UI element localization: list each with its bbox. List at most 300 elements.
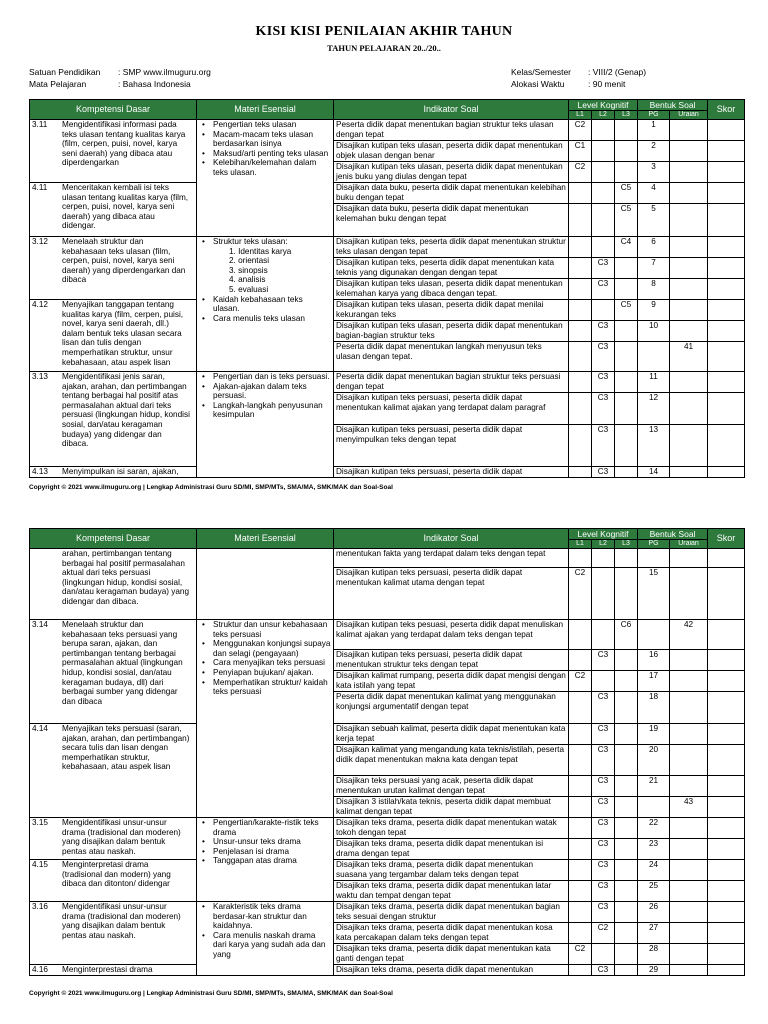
indikator-cell: Peserta didik dapat menentukan langkah menyusun teks ulasan dengan tepat.	[334, 342, 569, 372]
skor-cell	[708, 141, 745, 162]
pg-number-cell: 12	[638, 393, 670, 425]
skor-cell	[708, 818, 745, 839]
materi-item: • Penyiapan bujukan/ ajakan.	[213, 668, 331, 678]
materi-cell	[197, 818, 334, 902]
uraian-number-cell	[670, 839, 708, 860]
materi-item: • Cara menyajikan teks persuasi	[213, 658, 331, 668]
uraian-number-cell	[670, 692, 708, 724]
uraian-number-cell	[670, 237, 708, 258]
level-l2-cell: C3	[592, 839, 615, 860]
level-l1-cell	[569, 549, 592, 568]
skor-cell	[708, 393, 745, 425]
kd-number: 3.14	[32, 620, 48, 629]
level-l2-cell	[592, 568, 615, 620]
kd-number: 4.14	[32, 724, 48, 733]
materi-item: • Memperhatikan struktur/ kaidah teks persuasi	[213, 678, 331, 697]
kd-text: Menyajikan tanggapan tentang kualitas karya (film, cerpen, puisi, novel, karya seni daerah, dll.) dalam bentuk teks ulasan secara lisan dan tulis dengan memperhatikan struktur, unsur kebahasaan, atau aspek lisan	[62, 300, 184, 367]
level-l2-cell: C3	[592, 650, 615, 671]
level-l1-cell	[569, 965, 592, 976]
header-indikator-soal: Indikator Soal	[334, 529, 569, 549]
skor-cell	[708, 568, 745, 620]
level-l3-cell	[615, 279, 638, 300]
pg-number-cell: 6	[638, 237, 670, 258]
materi-subitem: 5. evaluasi	[229, 284, 269, 294]
level-l1-cell	[569, 860, 592, 881]
kd-cell	[30, 902, 197, 965]
level-l1-cell	[569, 393, 592, 425]
kelas-value: : VIII/2 (Genap)	[588, 67, 647, 77]
header-pg: PG	[638, 111, 670, 120]
kd-cell	[30, 372, 197, 467]
uraian-number-cell	[670, 724, 708, 745]
level-l2-cell: C3	[592, 467, 615, 478]
kd-number: 3.15	[32, 818, 48, 827]
materi-item: • Langkah-langkah penyusunan kesimpulan	[213, 401, 331, 420]
level-l1-cell	[569, 258, 592, 279]
pg-number-cell: 28	[638, 944, 670, 965]
indikator-cell: Disajikan 3 istilah/kata teknis, peserta didik dapat membuat kalimat dengan tepat	[334, 797, 569, 818]
indikator-cell: Peserta didik dapat menentukan bagian struktur teks persuasi dengan tepat	[334, 372, 569, 393]
level-l2-cell: C3	[592, 258, 615, 279]
materi-subitem: 3. sinopsis	[229, 265, 268, 275]
level-l3-cell	[615, 141, 638, 162]
copyright-footer: Copyright © 2021 www.ilmuguru.org | Lengkap Administrasi Guru SD/MI, SMP/MTs, SMA/MA, SMK/MAK dan Soal-Soal	[29, 990, 393, 997]
level-l1-cell: C1	[569, 141, 592, 162]
header-skor: Skor	[708, 100, 745, 120]
indikator-cell: Disajikan kutipan teks persuasi, peserta didik dapat	[334, 467, 569, 478]
level-l2-cell: C3	[592, 321, 615, 342]
header-l2: L2	[592, 111, 615, 120]
document-title: KISI KISI PENILAIAN AKHIR TAHUN	[255, 24, 513, 39]
indikator-cell: Disajikan kutipan teks persuasi, peserta didik dapat menyimpulkan teks dengan tepat	[334, 425, 569, 467]
skor-cell	[708, 204, 745, 237]
indikator-cell: Disajikan kutipan teks ulasan, peserta didik dapat menentukan bagian-bagian struktur teks	[334, 321, 569, 342]
kd-text: Menceritakan kembali isi teks ulasan tentang kualitas karya (film, cerpen, puisi, novel, karya seni daerah) yang dibaca atau didengar.	[62, 183, 189, 231]
level-l1-cell	[569, 620, 592, 650]
uraian-number-cell	[670, 902, 708, 923]
level-l3-cell	[615, 671, 638, 692]
uraian-number-cell	[670, 279, 708, 300]
materi-item: • Struktur teks ulasan:	[213, 237, 331, 247]
header-materi-esensial: Materi Esensial	[197, 100, 334, 120]
kd-number: 4.12	[32, 300, 48, 309]
uraian-number-cell	[670, 549, 708, 568]
level-l1-cell	[569, 839, 592, 860]
materi-item: • Menggunakan konjungsi supaya dan selagi (pengayaan)	[213, 639, 331, 658]
level-l3-cell	[615, 776, 638, 797]
materi-subitem: 4. analisis	[229, 275, 266, 285]
uraian-number-cell	[670, 204, 708, 237]
level-l3-cell	[615, 342, 638, 372]
level-l2-cell	[592, 944, 615, 965]
level-l2-cell	[592, 549, 615, 568]
level-l3-cell	[615, 923, 638, 944]
kd-number: 3.13	[32, 372, 48, 381]
level-l1-cell	[569, 724, 592, 745]
pg-number-cell: 26	[638, 902, 670, 923]
skor-cell	[708, 650, 745, 671]
indikator-cell: Disajikan teks drama, peserta didik dapat menentukan kosa kata percakapan dalam teks dengan tepat	[334, 923, 569, 944]
pg-number-cell	[638, 342, 670, 372]
level-l1-cell	[569, 237, 592, 258]
kd-text: Mengidentifikasi unsur-unsur drama (tradisional dan moderen) yang disajikan dalam bentuk pentas atau naskah.	[62, 818, 181, 856]
level-l1-cell	[569, 372, 592, 393]
pg-number-cell: 24	[638, 860, 670, 881]
level-l3-cell	[615, 650, 638, 671]
pg-number-cell	[638, 549, 670, 568]
indikator-cell: Disajikan kutipan teks ulasan, peserta didik dapat menilai kekurangan teks	[334, 300, 569, 321]
skor-cell	[708, 881, 745, 902]
level-l1-cell	[569, 183, 592, 204]
materi-cell	[197, 237, 334, 372]
level-l2-cell: C3	[592, 342, 615, 372]
uraian-number-cell	[670, 776, 708, 797]
level-l3-cell: C5	[615, 183, 638, 204]
materi-cell	[197, 902, 334, 976]
level-l3-cell: C4	[615, 237, 638, 258]
level-l3-cell: C5	[615, 300, 638, 321]
level-l1-cell	[569, 300, 592, 321]
skor-cell	[708, 776, 745, 797]
pg-number-cell: 11	[638, 372, 670, 393]
kd-number: 4.13	[32, 467, 48, 476]
kd-cell	[30, 300, 197, 372]
satuan-label: Satuan Pendidikan	[29, 67, 101, 77]
level-l3-cell	[615, 568, 638, 620]
kd-number: 3.16	[32, 902, 48, 911]
level-l1-cell: C2	[569, 120, 592, 141]
uraian-number-cell	[670, 818, 708, 839]
header-l3: L3	[615, 111, 638, 120]
header-kompetensi-dasar: Kompetensi Dasar	[30, 529, 197, 549]
level-l2-cell: C3	[592, 724, 615, 745]
uraian-number-cell	[670, 321, 708, 342]
indikator-cell: Disajikan data buku, peserta didik dapat menentukan kelebihan buku dengan tepat	[334, 183, 569, 204]
header-l1: L1	[569, 111, 592, 120]
level-l1-cell	[569, 902, 592, 923]
level-l2-cell: C3	[592, 818, 615, 839]
skor-cell	[708, 692, 745, 724]
kd-text: Menyimpulkan isi saran, ajakan,	[62, 467, 179, 476]
level-l2-cell: C3	[592, 372, 615, 393]
materi-cell	[197, 549, 334, 620]
uraian-number-cell	[670, 372, 708, 393]
pg-number-cell: 5	[638, 204, 670, 237]
header-uraian: Uraian	[670, 540, 708, 549]
level-l2-cell: C3	[592, 902, 615, 923]
level-l1-cell	[569, 797, 592, 818]
level-l3-cell	[615, 745, 638, 776]
header-bentuk-soal: Bentuk Soal	[638, 100, 708, 111]
uraian-number-cell	[670, 745, 708, 776]
materi-item: • Maksud/arti penting teks ulasan	[213, 149, 331, 159]
waktu-value: : 90 menit	[588, 79, 626, 89]
kd-number: 4.15	[32, 860, 48, 869]
uraian-number-cell	[670, 393, 708, 425]
pg-number-cell: 15	[638, 568, 670, 620]
materi-item: • Struktur dan unsur kebahasaan teks persuasi	[213, 620, 331, 639]
header-indikator-soal: Indikator Soal	[334, 100, 569, 120]
uraian-number-cell	[670, 183, 708, 204]
kd-text: Mengidentifikasi unsur-unsur drama (tradisional dan moderen) yang disajikan dalam bentuk pentas atau naskah.	[62, 902, 181, 940]
kisi-table-page-1	[29, 99, 745, 478]
kisi-table-page-2	[29, 528, 745, 976]
level-l2-cell	[592, 204, 615, 237]
level-l3-cell	[615, 120, 638, 141]
kd-text: arahan, pertimbangan tentang berbagai hal positif permasalahan aktual dari teks persuasi (lingkungan hidup, kondisi sosial, dan/atau keragaman budaya) yang didengar dan dibaca.	[62, 549, 189, 606]
kd-text: Menginterpretasi drama (tradisional dan modern) yang dibaca dan ditonton/ didengar	[62, 860, 171, 889]
materi-item: • Pengertian dan is teks persuasi.	[213, 372, 331, 382]
kelas-label: Kelas/Semester	[511, 67, 571, 77]
skor-cell	[708, 162, 745, 183]
materi-item: • Pengertian/karakte-ristik teks drama	[213, 818, 331, 837]
header-pg: PG	[638, 540, 670, 549]
level-l2-cell: C3	[592, 860, 615, 881]
level-l2-cell: C3	[592, 393, 615, 425]
level-l1-cell	[569, 818, 592, 839]
uraian-number-cell	[670, 881, 708, 902]
uraian-number-cell	[670, 467, 708, 478]
level-l1-cell	[569, 881, 592, 902]
pg-number-cell: 25	[638, 881, 670, 902]
skor-cell	[708, 620, 745, 650]
level-l1-cell	[569, 204, 592, 237]
level-l1-cell	[569, 745, 592, 776]
pg-number-cell: 2	[638, 141, 670, 162]
pg-number-cell: 17	[638, 671, 670, 692]
level-l1-cell: C2	[569, 568, 592, 620]
document-subtitle: TAHUN PELAJARAN 20../20..	[327, 43, 441, 53]
indikator-cell: Disajikan kutipan teks ulasan, peserta didik dapat menentukan objek ulasan dengan benar	[334, 141, 569, 162]
level-l2-cell	[592, 671, 615, 692]
indikator-cell: Disajikan kutipan teks persuasi, peserta didik dapat menentukan struktur teks dengan tepat	[334, 650, 569, 671]
level-l3-cell	[615, 692, 638, 724]
indikator-cell: Disajikan kutipan teks persuasi, peserta didik dapat menentukan kalimat ajakan yang terdapat dalam paragraf	[334, 393, 569, 425]
indikator-cell: Disajikan kalimat rumpang, peserta didik dapat mengisi dengan kata istilah yang tepat	[334, 671, 569, 692]
level-l1-cell	[569, 776, 592, 797]
identity-left	[29, 66, 289, 92]
materi-item: • Cara menulis naskah drama dari karya yang sudah ada dan yang	[213, 931, 331, 960]
kd-cell	[30, 237, 197, 300]
skor-cell	[708, 839, 745, 860]
level-l2-cell	[592, 237, 615, 258]
pg-number-cell: 8	[638, 279, 670, 300]
level-l1-cell	[569, 342, 592, 372]
indikator-cell: Disajikan teks drama, peserta didik dapat menentukan kata ganti dengan tepat	[334, 944, 569, 965]
pg-number-cell: 20	[638, 745, 670, 776]
mapel-label: Mata Pelajaran	[29, 79, 87, 89]
indikator-cell: Peserta didik dapat menentukan bagian struktur teks ulasan dengan tepat	[334, 120, 569, 141]
materi-item: • Karakteristik teks drama berdasar-kan struktur dan kaidahnya.	[213, 902, 331, 931]
indikator-cell: Disajikan teks persuasi yang acak, peserta didik dapat menentukan urutan kalimat dengan tepat	[334, 776, 569, 797]
skor-cell	[708, 258, 745, 279]
skor-cell	[708, 372, 745, 393]
level-l1-cell	[569, 650, 592, 671]
header-skor: Skor	[708, 529, 745, 549]
level-l2-cell: C2	[592, 923, 615, 944]
level-l2-cell: C3	[592, 745, 615, 776]
skor-cell	[708, 279, 745, 300]
uraian-number-cell	[670, 671, 708, 692]
kd-cell	[30, 620, 197, 724]
skor-cell	[708, 860, 745, 881]
indikator-cell: Disajikan sebuah kalimat, peserta didik dapat menentukan kata kerja tepat	[334, 724, 569, 745]
level-l2-cell: C3	[592, 425, 615, 467]
level-l1-cell	[569, 279, 592, 300]
level-l3-cell	[615, 944, 638, 965]
pg-number-cell: 22	[638, 818, 670, 839]
kd-number: 4.16	[32, 965, 48, 974]
kd-number: 3.11	[32, 120, 48, 129]
level-l3-cell	[615, 797, 638, 818]
uraian-number-cell	[670, 944, 708, 965]
header-level-kognitif: Level Kognitif	[569, 100, 638, 111]
indikator-cell: Disajikan teks drama, peserta didik dapat menentukan suasana yang tergambar dalam teks dengan tepat	[334, 860, 569, 881]
uraian-number-cell	[670, 650, 708, 671]
kd-cell	[30, 183, 197, 237]
level-l2-cell: C3	[592, 692, 615, 724]
kd-cell	[30, 549, 197, 620]
level-l1-cell: C2	[569, 671, 592, 692]
pg-number-cell: 3	[638, 162, 670, 183]
indikator-cell: Disajikan kutipan teks ulasan, peserta didik dapat menentukan jenis buku yang diulas dengan tepat	[334, 162, 569, 183]
level-l1-cell	[569, 923, 592, 944]
level-l3-cell	[615, 393, 638, 425]
level-l3-cell	[615, 860, 638, 881]
pg-number-cell	[638, 797, 670, 818]
level-l2-cell: C3	[592, 797, 615, 818]
level-l1-cell	[569, 425, 592, 467]
indikator-cell: Disajikan kutipan teks, peserta didik dapat menentukan struktur teks ulasan dengan tepat	[334, 237, 569, 258]
level-l3-cell	[615, 902, 638, 923]
indikator-cell: Disajikan kutipan teks ulasan, peserta didik dapat menentukan kelemahan karya yang dibaca dengan tepat.	[334, 279, 569, 300]
uraian-number-cell	[670, 568, 708, 620]
uraian-number-cell	[670, 923, 708, 944]
indikator-cell: Disajikan kutipan teks persuasi, peserta didik dapat menentukan kalimat utama dengan tepat	[334, 568, 569, 620]
indikator-cell: menentukan fakta yang terdapat dalam teks dengan tepat	[334, 549, 569, 568]
pg-number-cell: 4	[638, 183, 670, 204]
skor-cell	[708, 183, 745, 204]
level-l3-cell	[615, 965, 638, 976]
uraian-number-cell	[670, 860, 708, 881]
materi-subitem: 1. Identitas karya	[229, 246, 292, 256]
uraian-number-cell	[670, 141, 708, 162]
skor-cell	[708, 425, 745, 467]
level-l2-cell: C3	[592, 776, 615, 797]
level-l2-cell: C3	[592, 279, 615, 300]
materi-item: • Unsur-unsur teks drama	[213, 837, 331, 847]
indikator-cell: Disajikan teks drama, peserta didik dapat menentukan isi drama dengan tepat	[334, 839, 569, 860]
uraian-number-cell	[670, 300, 708, 321]
level-l3-cell	[615, 724, 638, 745]
kd-cell	[30, 965, 197, 976]
skor-cell	[708, 300, 745, 321]
level-l3-cell	[615, 467, 638, 478]
indikator-cell: Disajikan data buku, peserta didik dapat menentukan kelemahan buku dengan tepat	[334, 204, 569, 237]
skor-cell	[708, 902, 745, 923]
level-l3-cell	[615, 818, 638, 839]
pg-number-cell: 19	[638, 724, 670, 745]
header-kompetensi-dasar: Kompetensi Dasar	[30, 100, 197, 120]
kd-cell	[30, 120, 197, 183]
level-l2-cell: C3	[592, 965, 615, 976]
pg-number-cell	[638, 620, 670, 650]
level-l2-cell	[592, 141, 615, 162]
indikator-cell: Peserta didik dapat menentukan kalimat yang menggunakan konjungsi argumentatif dengan tepat	[334, 692, 569, 724]
pg-number-cell: 29	[638, 965, 670, 976]
pg-number-cell: 10	[638, 321, 670, 342]
materi-item: • Macam-macam teks ulasan berdasarkan isinya	[213, 130, 331, 149]
pg-number-cell: 23	[638, 839, 670, 860]
uraian-number-cell	[670, 120, 708, 141]
indikator-cell: Disajikan teks drama, peserta didik dapat menentukan watak tokoh dengan tepat	[334, 818, 569, 839]
satuan-value: : SMP www.ilmuguru.org	[118, 67, 211, 77]
indikator-cell: Disajikan kutipan teks pesuasi, peserta didik dapat menuliskan kalimat ajakan yang terdapat dalam teks dengan tepat	[334, 620, 569, 650]
skor-cell	[708, 342, 745, 372]
header-l3: L3	[615, 540, 638, 549]
pg-number-cell: 18	[638, 692, 670, 724]
kd-text: Mengidentifikasi informasi pada teks ulasan tentang kualitas karya (film, cerpen, puisi, novel, karya seni daerah) yang dibaca atau diperdengarkan	[62, 120, 186, 168]
kd-text: Menginterprestasi drama	[62, 965, 153, 974]
materi-item: • Kelebihan/kelemahan dalam teks ulasan.	[213, 158, 331, 177]
header-l2: L2	[592, 540, 615, 549]
level-l1-cell	[569, 692, 592, 724]
level-l1-cell	[569, 321, 592, 342]
indikator-cell: Disajikan teks drama, peserta didik dapat menentukan bagian teks sesuai dengan struktur	[334, 902, 569, 923]
skor-cell	[708, 797, 745, 818]
kd-text: Menyajikan teks persuasi (saran, ajakan, arahan, dan pertimbangan) secara tulis dan lisan dengan memperhatikan struktur, kebahasaan, atau aspek lisan	[62, 724, 190, 772]
pg-number-cell: 7	[638, 258, 670, 279]
skor-cell	[708, 745, 745, 776]
skor-cell	[708, 724, 745, 745]
skor-cell	[708, 671, 745, 692]
level-l3-cell	[615, 372, 638, 393]
materi-cell	[197, 372, 334, 478]
level-l2-cell	[592, 183, 615, 204]
kd-number: 3.12	[32, 237, 48, 246]
mapel-value: : Bahasa Indonesia	[118, 79, 191, 89]
indikator-cell: Disajikan kalimat yang mengandung kata teknis/istilah, peserta didik dapat menentukan makna kata dengan tepat	[334, 745, 569, 776]
level-l3-cell: C5	[615, 204, 638, 237]
level-l2-cell	[592, 300, 615, 321]
indikator-cell: Disajikan teks drama, peserta didik dapat menentukan latar waktu dan tempat dengan tepat	[334, 881, 569, 902]
pg-number-cell: 27	[638, 923, 670, 944]
level-l3-cell	[615, 839, 638, 860]
level-l3-cell	[615, 321, 638, 342]
kd-cell	[30, 818, 197, 860]
header-level-kognitif: Level Kognitif	[569, 529, 638, 540]
skor-cell	[708, 944, 745, 965]
pg-number-cell: 1	[638, 120, 670, 141]
materi-item: • Kaidah kebahasaan teks ulasan.	[213, 295, 331, 314]
indikator-cell: Disajikan teks drama, peserta didik dapat menentukan	[334, 965, 569, 976]
uraian-number-cell: 43	[670, 797, 708, 818]
skor-cell	[708, 467, 745, 478]
uraian-number-cell: 41	[670, 342, 708, 372]
uraian-number-cell: 42	[670, 620, 708, 650]
materi-cell	[197, 620, 334, 818]
waktu-label: Alokasi Waktu	[511, 79, 565, 89]
level-l1-cell: C2	[569, 944, 592, 965]
level-l2-cell	[592, 620, 615, 650]
level-l3-cell	[615, 549, 638, 568]
level-l3-cell	[615, 881, 638, 902]
pg-number-cell: 14	[638, 467, 670, 478]
materi-cell	[197, 120, 334, 237]
pg-number-cell: 13	[638, 425, 670, 467]
kd-text: Menelaah struktur dan kebahasaan teks ulasan (film, cerpen, puisi, novel, karya seni daerah) yang diperdengarkan dan dibaca	[62, 237, 186, 285]
copyright-footer: Copyright © 2021 www.ilmuguru.org | Lengkap Administrasi Guru SD/MI, SMP/MTs, SMA/MA, SMK/MAK dan Soal-Soal	[29, 484, 393, 491]
